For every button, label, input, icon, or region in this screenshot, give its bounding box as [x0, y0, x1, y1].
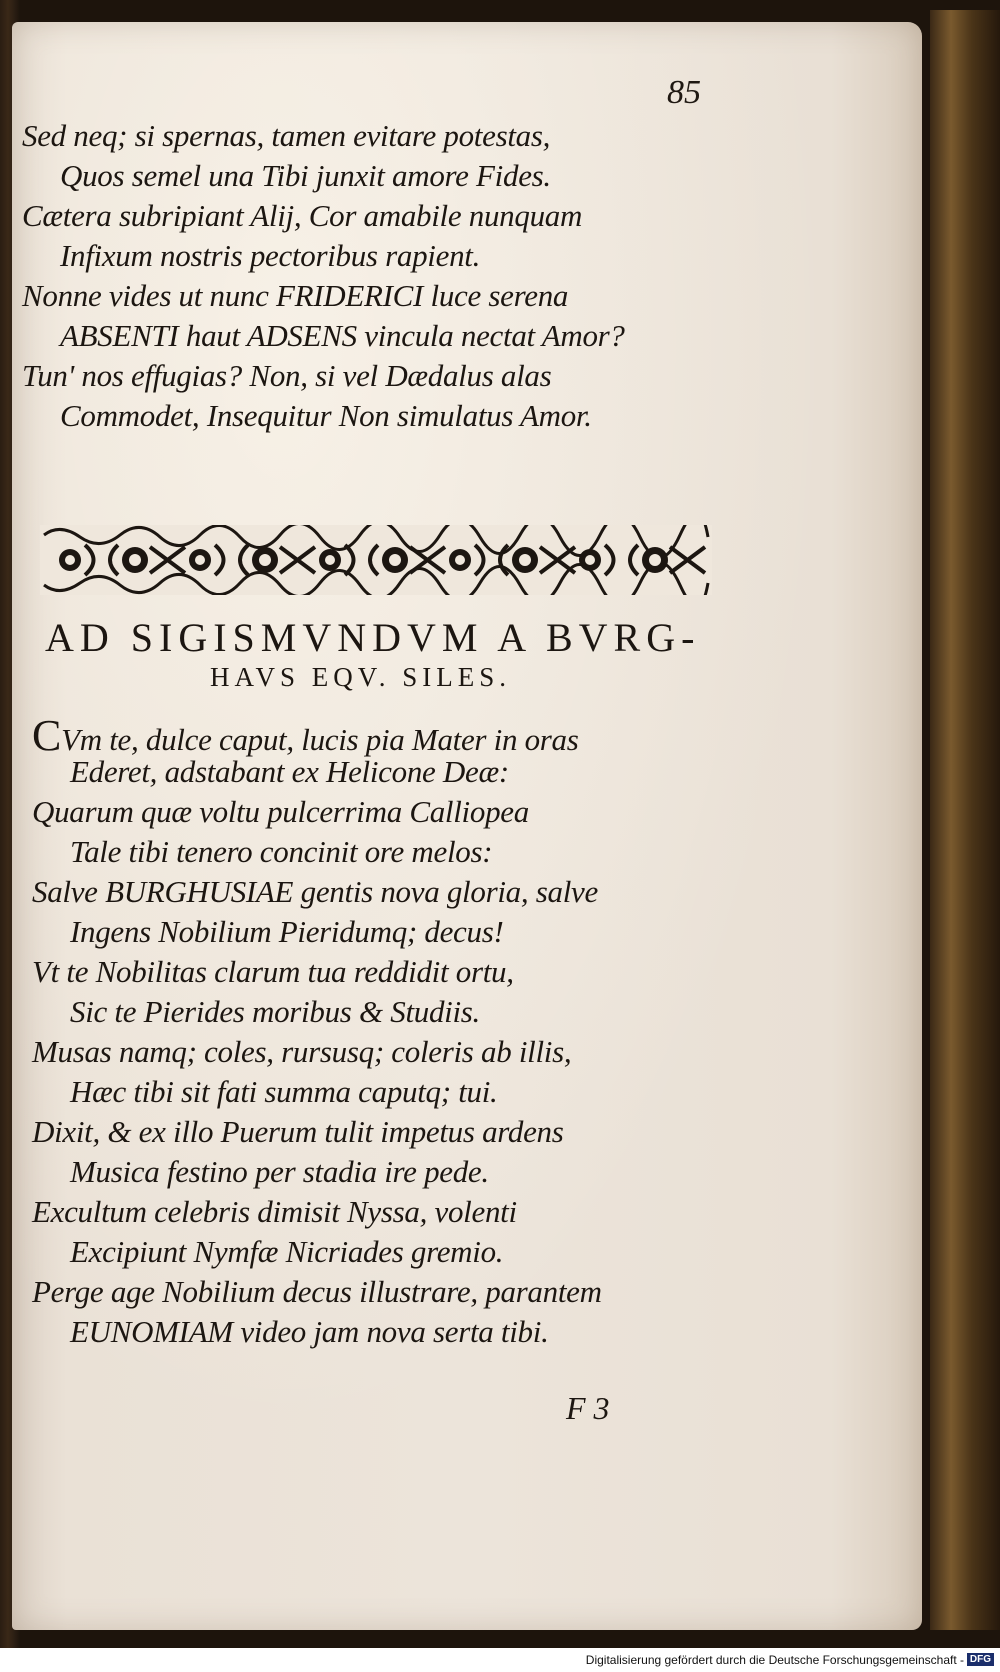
- drop-capital: C: [32, 711, 62, 760]
- verse-line: EUNOMIAM video jam nova serta tibi.: [70, 1314, 549, 1349]
- verse-line: Sic te Pierides moribus & Studiis.: [70, 994, 480, 1029]
- verse-line-text: Vm te, dulce caput, lucis pia Mater in oras: [61, 722, 579, 757]
- verse-line: Tun' nos effugias? Non, si vel Dædalus alas: [22, 358, 552, 393]
- verse-line: Musas namq; coles, rursusq; coleris ab illis,: [32, 1034, 572, 1069]
- signature-mark: F 3: [566, 1390, 610, 1426]
- verse-line: Hæc tibi sit fati summa caputq; tui.: [70, 1074, 498, 1109]
- verse-line: Perge age Nobilium decus illustrare, parantem: [32, 1274, 602, 1309]
- verse-line: Ingens Nobilium Pieridumq; decus!: [70, 914, 504, 949]
- verse-line: Infixum nostris pectoribus rapient.: [60, 238, 481, 273]
- verse-line: Salve BURGHUSIAE gentis nova gloria, salve: [32, 874, 598, 909]
- verse-line: Musica festino per stadia ire pede.: [70, 1154, 489, 1189]
- book-page: [12, 22, 922, 1630]
- ornamental-border: [40, 525, 712, 595]
- verse-line: Excipiunt Nymfæ Nicriades gremio.: [70, 1234, 504, 1269]
- verse-line: Commodet, Insequitur Non simulatus Amor.: [60, 398, 592, 433]
- verse-line: Tale tibi tenero concinit ore melos:: [70, 834, 493, 869]
- footer-credit: Digitalisierung gefördert durch die Deutsche Forschungsgemeinschaft -: [585, 1653, 964, 1667]
- verse-line: Nonne vides ut nunc FRIDERICI luce serena: [22, 278, 569, 313]
- page-number: 85: [667, 74, 701, 111]
- verse-line: Quos semel una Tibi junxit amore Fides.: [60, 158, 551, 193]
- verse-line: Cætera subripiant Alij, Cor amabile nunquam: [22, 198, 583, 233]
- verse-line: ABSENTI haut ADSENS vincula nectat Amor?: [60, 318, 625, 353]
- verse-line: Quarum quæ voltu pulcerrima Calliopea: [32, 794, 529, 829]
- verse-line: Dixit, & ex illo Puerum tulit impetus ardens: [32, 1114, 564, 1149]
- dfg-logo: DFG: [967, 1653, 994, 1666]
- poem-title-continued: HAVS EQV. SILES.: [210, 662, 512, 692]
- verse-line: Ederet, adstabant ex Helicone Deæ:: [70, 754, 509, 789]
- verse-line: Excultum celebris dimisit Nyssa, volenti: [32, 1194, 517, 1229]
- verse-line: Sed neq; si spernas, tamen evitare potestas,: [22, 118, 551, 153]
- verse-line: Vt te Nobilitas clarum tua reddidit ortu,: [32, 954, 514, 989]
- digitization-footer: [0, 1648, 1000, 1672]
- poem-title: AD SIGISMVNDVM A BVRG-: [45, 615, 701, 660]
- book-binding: [930, 10, 1000, 1630]
